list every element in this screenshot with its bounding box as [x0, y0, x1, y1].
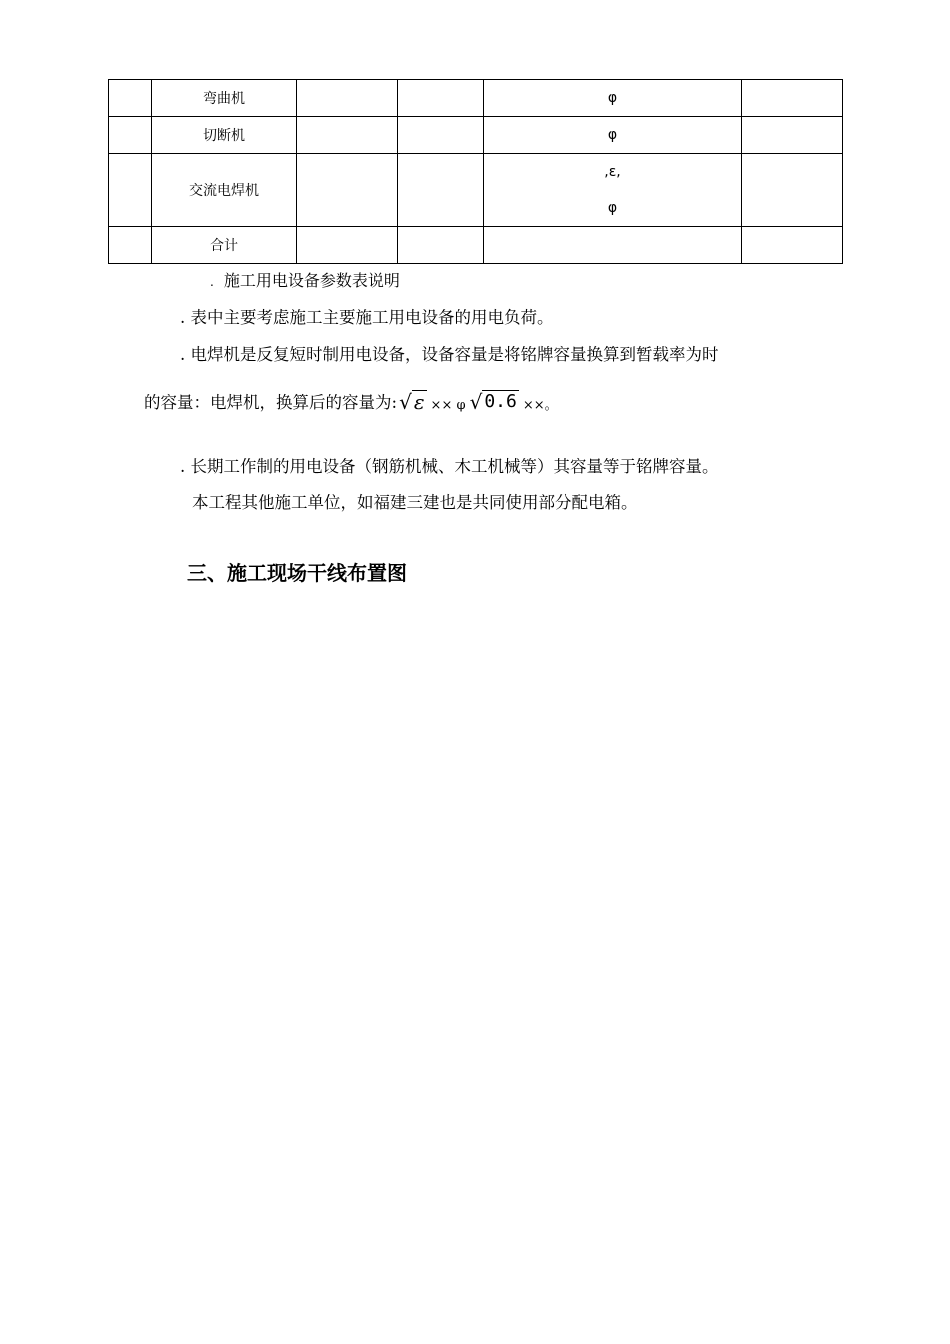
table-row — [109, 227, 843, 264]
table-row — [109, 80, 843, 117]
table-cell-num — [109, 227, 152, 264]
table-cell-name: 弯曲机 — [152, 80, 297, 117]
table-cell-c4 — [398, 117, 484, 154]
cell-line: ,ε, — [604, 164, 621, 180]
table-cell-num — [109, 117, 152, 154]
paragraph-5: 本工程其他施工单位，如福建三建也是共同使用部分配电箱。 — [192, 493, 638, 512]
equipment-table — [108, 79, 843, 264]
caption-marker: . — [210, 275, 214, 289]
sqrt-constant-radicand: 0.6 — [484, 391, 517, 412]
table-cell-c4 — [398, 227, 484, 264]
table-cell-name: 交流电焊机 — [152, 154, 297, 227]
table-cell-num — [109, 154, 152, 227]
table-cell-c6 — [742, 227, 843, 264]
radical-sign-icon: √ — [469, 390, 483, 414]
table-cell-name: 切断机 — [152, 117, 297, 154]
formula-suffix: ××。 — [522, 398, 558, 413]
table-cell-c5 — [484, 227, 742, 264]
table-cell-c6 — [742, 154, 843, 227]
cell-line: φ — [607, 200, 618, 216]
table-row — [109, 117, 843, 154]
radical-sign-icon: √ — [399, 390, 412, 414]
equipment-table-body — [109, 80, 843, 264]
table-cell-name: 合计 — [152, 227, 297, 264]
sqrt-epsilon — [399, 390, 426, 413]
table-caption — [210, 268, 400, 291]
table-cell-c3 — [297, 80, 398, 117]
sqrt-constant — [470, 390, 519, 413]
table-cell-c3 — [297, 154, 398, 227]
paragraph-1: . 表中主要考虑施工主要施工用电设备的用电负荷。 — [180, 308, 554, 327]
section-heading: 三、施工现场干线布置图 — [187, 561, 407, 585]
table-cell-c5 — [484, 117, 742, 154]
table-row — [109, 154, 843, 227]
table-cell-num — [109, 80, 152, 117]
table-cell-c5 — [484, 80, 742, 117]
formula-mid: ×× φ — [430, 398, 466, 413]
table-cell-c6 — [742, 80, 843, 117]
cell-line: φ — [607, 127, 618, 143]
cell-line: φ — [607, 90, 618, 106]
paragraph-3-formula — [144, 389, 560, 413]
table-cell-c3 — [297, 227, 398, 264]
table-cell-c5 — [484, 154, 742, 227]
paragraph-2: . 电焊机是反复短时制用电设备，设备容量是将铭牌容量换算到暂载率为时 — [180, 345, 719, 364]
formula-prefix: 的容量：电焊机，换算后的容量为: — [144, 393, 398, 412]
table-cell-c3 — [297, 117, 398, 154]
table-cell-c6 — [742, 117, 843, 154]
table-cell-c4 — [398, 154, 484, 227]
table-cell-c4 — [398, 80, 484, 117]
caption-text: 施工用电设备参数表说明 — [223, 271, 400, 290]
paragraph-4: . 长期工作制的用电设备（钢筋机械、木工机械等）其容量等于铭牌容量。 — [180, 457, 719, 476]
sqrt-epsilon-radicand: ε — [413, 390, 425, 414]
